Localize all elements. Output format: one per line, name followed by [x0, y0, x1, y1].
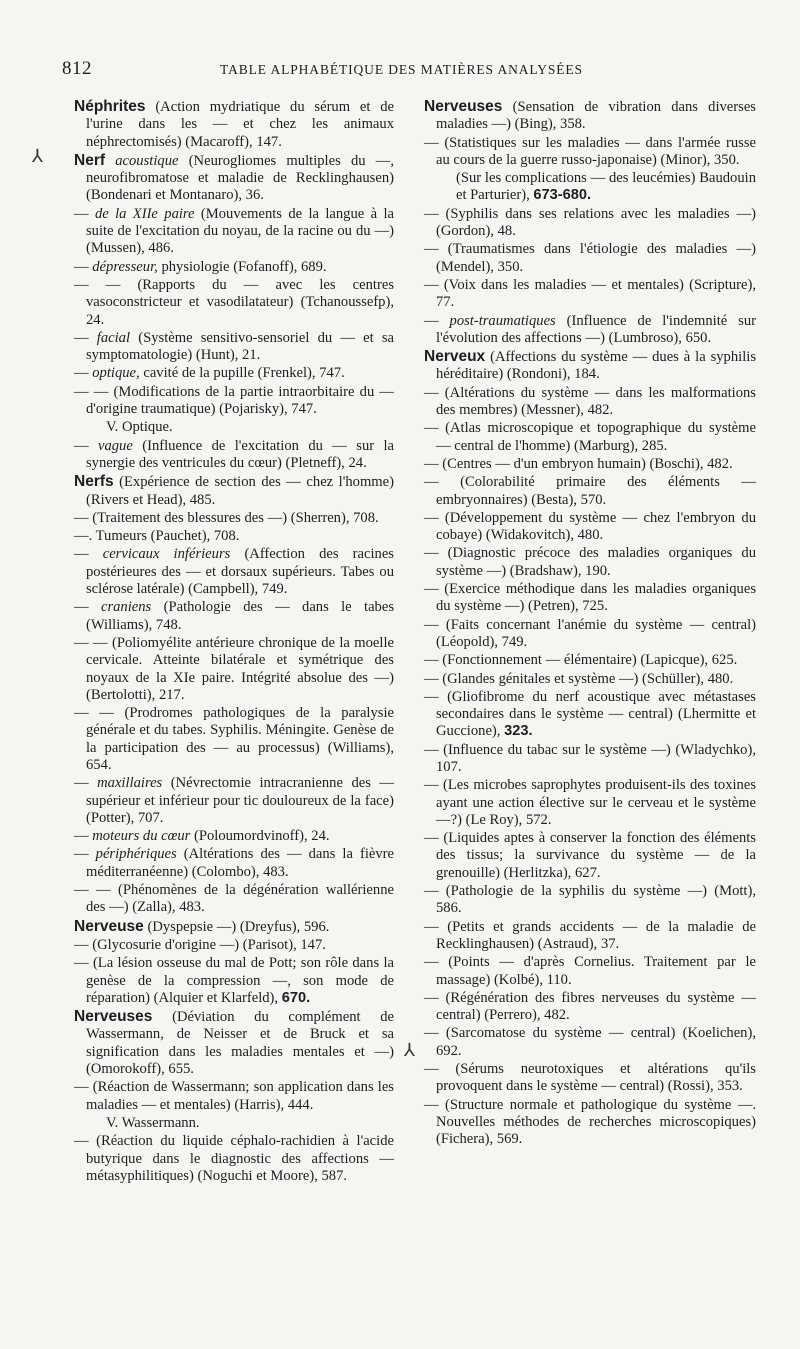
index-subentry — [74, 546, 394, 598]
entry-text: (Névrectomie intracranienne des — supérieur et inférieur pour tic douloureux de la face) (Potter), 707. — [86, 775, 394, 826]
index-heading-entry — [74, 98, 394, 151]
index-subentry — [74, 206, 394, 258]
entry-text: (Poloumordvinoff), 24. — [194, 828, 330, 845]
entry-dash: — — [424, 384, 439, 401]
entry-subject: cervicaux inférieurs — [102, 546, 231, 563]
cross-reference — [74, 1115, 394, 1132]
entry-text: (Expérience de section des — chez l'homme) (Rivers et Head), 485. — [86, 474, 394, 508]
index-subentry — [74, 259, 394, 276]
entry-dash: — — [74, 599, 89, 616]
margin-check-mark: ⅄ — [404, 1040, 415, 1060]
entry-text: (Affection des racines postérieures des — et dorsaux supérieurs. Tabes ou sclérose latérale) (Campbell), 749. — [86, 546, 394, 598]
index-subentry — [424, 883, 756, 918]
entry-dash: — — [74, 365, 89, 382]
index-subentry — [424, 671, 756, 688]
cross-reference — [74, 419, 394, 436]
index-subentry — [74, 882, 394, 917]
entry-dash: — — [424, 474, 439, 491]
entry-dash: — — [424, 883, 439, 900]
entry-dash: — — — [74, 882, 111, 899]
entry-dash: — — [74, 437, 89, 454]
entry-dash: — — [424, 581, 439, 598]
index-subentry — [424, 510, 756, 545]
index-subentry — [424, 581, 756, 616]
index-subentry — [424, 652, 756, 669]
index-heading-entry — [74, 473, 394, 509]
margin-check-mark: ⅄ — [32, 146, 43, 166]
index-subentry — [424, 742, 756, 777]
entry-subject: acoustique — [115, 152, 179, 169]
entry-dash: — — [74, 509, 89, 526]
index-heading-entry — [424, 348, 756, 384]
entry-text: (Sensation de vibration dans diverses maladies —) (Bing), 358. — [436, 99, 756, 133]
index-subentry — [74, 438, 394, 473]
entry-text: (Statistiques sur les maladies — dans l'armée russe au cours de la guerre russo-japonaise) (Minor), 350. — [436, 134, 756, 168]
index-subentry — [424, 241, 756, 276]
entry-text: (Déviation du complément de Wassermann, de Neisser et de Bruck et sa signification dans les maladies mentales et —) (Omorokoff), 655. — [86, 1009, 394, 1078]
entry-headword: Nerveux — [424, 348, 486, 366]
index-subentry — [424, 830, 756, 882]
entry-text: (Influence de l'excitation du — sur la synergie des ventricules du cœur) (Pletneff), 24. — [86, 437, 395, 471]
entry-dash: — — [74, 546, 89, 563]
entry-text: (Structure normale et pathologique du système —. Nouvelles méthodes de recherches microscopiques) (Fichera), 569. — [436, 1096, 757, 1148]
entry-text: Tumeurs (Pauchet), 708. — [95, 528, 240, 545]
entry-dash: — — [424, 741, 439, 758]
entry-subject: post-traumatiques — [449, 312, 556, 329]
entry-text: (Poliomyélite antérieure chronique de la moelle cervicale. Atteinte bilatérale et symétrique des noyaux de la XIe paire. Intégrité absolue des —) (Bertolotti), 217. — [86, 634, 395, 703]
entry-text: (Modifications de la partie intraorbitaire du — d'origine traumatique) (Pojarisky), 747. — [86, 383, 394, 418]
entry-text: (Les microbes saprophytes produisent-ils des toxines ayant une action élective sur le cerveau et le système —?) (Le Roy), 572. — [436, 777, 756, 828]
entry-dash: — — [424, 954, 439, 971]
entry-dash: — — [74, 205, 89, 222]
entry-text: (Diagnostic précoce des maladies organiques du système —) (Bradshaw), 190. — [436, 545, 756, 579]
entry-text: (Neurogliomes multiples du —, neurofibromatose et maladie de Recklinghausen) (Bondenari et Montanaro), 36. — [86, 152, 394, 204]
index-subentry — [74, 599, 394, 634]
index-subentry — [74, 1133, 394, 1185]
entry-text: (Petits et grands accidents — de la maladie de Recklinghausen) (Astraud), 37. — [436, 918, 756, 952]
entry-dash: — — [424, 670, 439, 687]
index-subentry — [74, 705, 394, 774]
index-subentry — [74, 828, 394, 845]
index-subentry — [74, 955, 394, 1007]
entry-dash: — — [424, 545, 439, 562]
entry-dash: — — — [74, 634, 108, 651]
entry-bold-page: 670. — [281, 989, 311, 1006]
entry-dash: — — [424, 509, 439, 526]
entry-headword: Nerveuse — [74, 917, 144, 935]
entry-headword: Néphrites — [74, 98, 146, 115]
index-subentry — [74, 384, 394, 419]
entry-dash: — — [424, 688, 439, 705]
entry-text: (Atlas microscopique et topographique du système — central de l'homme) (Marburg), 285. — [436, 420, 756, 454]
entry-text: (Mouvements de la langue à la suite de l'excitation du noyau, de la racine ou du —) (Mussen), 486. — [86, 205, 394, 257]
entry-dash: — — [424, 205, 439, 222]
entry-text: (Sarcomatose du système — central) (Koelichen), 692. — [436, 1025, 756, 1059]
entry-text: (Affections du système — dues à la syphilis héréditaire) (Rondoni), 184. — [436, 349, 756, 383]
index-subentry — [424, 313, 756, 348]
entry-dash: — — [74, 775, 89, 792]
entry-dash: — — [74, 828, 89, 845]
index-subentry — [424, 206, 756, 241]
index-heading-entry — [74, 918, 394, 936]
entry-subject: facial — [96, 329, 131, 346]
index-subentry — [74, 775, 394, 827]
entry-dash: — — [74, 936, 89, 953]
index-subentry — [74, 528, 394, 545]
entry-text: (Gliofibrome du nerf acoustique avec métastases secondaires dans le système — central) (Lhermitte et Guccione), — [436, 688, 756, 740]
index-subentry — [424, 954, 756, 989]
entry-dash: — — [74, 1133, 89, 1150]
entry-text: (Rapports du — avec les centres vasoconstricteur et vasodilatateur) (Tchanoussefp), 24. — [86, 276, 395, 328]
index-heading-entry — [74, 152, 394, 205]
index-subentry — [424, 385, 756, 420]
entry-headword: Nerfs — [74, 473, 114, 491]
index-subentry — [74, 365, 394, 382]
entry-dash: — — — [74, 383, 109, 400]
entry-dash: — — [424, 652, 439, 669]
index-subentry — [74, 635, 394, 704]
index-subentry — [424, 1025, 756, 1060]
entry-bold-page: 323. — [504, 723, 533, 740]
entry-text: (Traitement des blessures des —) (Sherren), 708. — [92, 509, 379, 526]
entry-dash: — — [424, 777, 439, 794]
entry-subject: maxillaires — [97, 775, 163, 792]
entry-dash: — — [74, 1079, 89, 1096]
entry-text: cavité de la pupille (Frenkel), 747. — [143, 365, 345, 382]
index-subentry — [74, 277, 394, 329]
entry-text: (Sérums neurotoxiques et altérations qu'ils provoquent dans le système — central) (Rossi), 353. — [436, 1061, 756, 1095]
entry-dash: — — — [74, 276, 121, 293]
cross-reference — [424, 170, 756, 205]
entry-dash: — — [424, 918, 439, 935]
entry-dash: — — [424, 1025, 439, 1042]
entry-subject: périphériques — [95, 846, 177, 863]
index-subentry — [74, 330, 394, 365]
entry-text: (Syphilis dans ses relations avec les maladies —) (Gordon), 48. — [436, 205, 756, 240]
entry-headword: Nerveuses — [74, 1008, 153, 1026]
index-subentry — [424, 277, 756, 312]
entry-text: (Prodromes pathologiques de la paralysie générale et du tabes. Syphilis. Méningite. Genèse de la participation des — au processus) (Williams), 654. — [86, 705, 394, 773]
entry-dash: — — [74, 846, 89, 863]
entry-text: (Influence du tabac sur le système —) (Wladychko), 107. — [436, 741, 756, 775]
index-subentry — [424, 919, 756, 954]
entry-text: (Voix dans les maladies — et mentales) (Scripture), 77. — [436, 276, 756, 311]
entry-headword: Nerveuses — [424, 98, 503, 115]
entry-dash: — — [74, 258, 89, 275]
index-subentry — [424, 135, 756, 170]
entry-dash: — — [424, 616, 439, 633]
entry-text: (Pathologie des — dans le tabes (Williams), 748. — [86, 599, 395, 633]
index-subentry — [424, 777, 756, 829]
index-subentry — [424, 545, 756, 580]
entry-text: (Altérations des — dans la fièvre méditerranéenne) (Colombo), 483. — [86, 846, 394, 880]
entry-dash: — — [424, 420, 439, 437]
entry-text: (Réaction de Wassermann; son application dans les maladies — et mentales) (Harris), 444. — [86, 1079, 394, 1113]
entry-subject: vague — [97, 437, 133, 454]
entry-text: (Action mydriatique du sérum et de l'urine dans les — et chez les animaux néphrectomisés) (Macaroff), 147. — [86, 99, 394, 150]
index-subentry — [424, 456, 756, 473]
entry-text: (Centres — d'un embryon humain) (Boschi), 482. — [442, 455, 733, 472]
entry-text: (Altérations du système — dans les malformations des membres) (Messner), 482. — [436, 384, 756, 419]
entry-text: (Points — d'après Cornelius. Traitement par le massage) (Kolbé), 110. — [436, 954, 756, 988]
entry-text: (Traumatismes dans l'étiologie des maladies —) (Mendel), 350. — [436, 241, 756, 275]
entry-dash: — — — [74, 705, 114, 722]
index-subentry — [424, 617, 756, 652]
entry-dash: — — [74, 329, 89, 346]
entry-dash: — — [424, 989, 439, 1006]
entry-bold-page: 673-680. — [533, 187, 592, 204]
index-heading-entry — [74, 1008, 394, 1078]
index-heading-entry — [424, 98, 756, 134]
entry-headword: Nerf — [74, 151, 106, 169]
index-subentry — [424, 1061, 756, 1096]
index-subentry — [424, 420, 756, 455]
entry-text: V. Wassermann. — [106, 1114, 200, 1131]
entry-dash: — — [424, 276, 439, 293]
entry-dash: — — [424, 1061, 439, 1078]
entry-text: (Développement du système — chez l'embryon du cobaye) (Widakovitch), 480. — [436, 509, 756, 544]
index-subentry — [424, 689, 756, 741]
entry-dash: — — [74, 955, 89, 972]
entry-subject: dépresseur, — [92, 258, 158, 275]
index-column-right — [424, 98, 756, 1150]
entry-text: (Sur les complications — des leucémies) Baudouin et Parturier), — [456, 170, 756, 204]
index-subentry — [74, 510, 394, 527]
entry-text: (Glandes génitales et système —) (Schüller), 480. — [442, 670, 734, 687]
entry-text: V. Optique. — [106, 419, 173, 436]
page-number: 812 — [62, 58, 92, 79]
running-header: TABLE ALPHABÉTIQUE DES MATIÈRES ANALYSÉES — [220, 62, 583, 77]
entry-dash: — — [424, 312, 439, 329]
entry-dash: — — [424, 241, 439, 258]
entry-subject: moteurs du cœur — [92, 828, 191, 845]
entry-text: (Système sensitivo-sensoriel du — et sa symptomatologie) (Hunt), 21. — [86, 329, 395, 364]
index-subentry — [424, 1097, 756, 1149]
index-subentry — [74, 846, 394, 881]
index-subentry — [74, 1079, 394, 1114]
entry-text: physiologie (Fofanoff), 689. — [161, 258, 327, 275]
entry-text: (Dyspepsie —) (Dreyfus), 596. — [147, 918, 330, 935]
entry-dash: — — [424, 134, 439, 151]
entry-subject: optique, — [92, 365, 140, 382]
entry-dash: —. — [74, 528, 93, 545]
entry-text: (Colorabilité primaire des éléments — embryonnaires) (Besta), 570. — [436, 474, 756, 508]
entry-subject: craniens — [100, 599, 152, 616]
entry-text: (Influence de l'indemnité sur l'évolution des affections —) (Lumbroso), 650. — [436, 312, 757, 346]
entry-text: (Régénération des fibres nerveuses du système — central) (Perrero), 482. — [436, 989, 756, 1024]
index-subentry — [424, 474, 756, 509]
entry-dash: — — [424, 455, 439, 472]
entry-text: (Liquides aptes à conserver la fonction des éléments des tissus; la survivance du système — de la grenouille) (Herlitzka), 627. — [436, 830, 756, 881]
entry-text: (Phénomènes de la dégénération wallérienne des —) (Zalla), 483. — [86, 882, 394, 916]
entry-text: (Exercice méthodique dans les maladies organiques du système —) (Petren), 725. — [436, 581, 756, 615]
entry-text: (Fonctionnement — élémentaire) (Lapicque), 625. — [442, 652, 738, 669]
entry-subject: de la XIIe paire — [94, 205, 195, 222]
index-subentry — [74, 937, 394, 954]
entry-text: (Glycosurie d'origine —) (Parisot), 147. — [92, 936, 326, 953]
entry-text: (La lésion osseuse du mal de Pott; son rôle dans la genèse de la compression —, son mode de réparation) (Alquier et Klarfeld), — [86, 955, 394, 1006]
entry-text: (Pathologie de la syphilis du système —) (Mott), 586. — [436, 883, 756, 917]
index-subentry — [424, 990, 756, 1025]
entry-text: (Faits concernant l'anémie du système — central) (Léopold), 749. — [436, 616, 756, 650]
entry-dash: — — [424, 1096, 439, 1113]
index-column-left — [74, 98, 394, 1186]
entry-dash: — — [424, 830, 439, 847]
entry-text: (Réaction du liquide céphalo-rachidien à l'acide butyrique dans le diagnostic des affections — métasyphilitiques) (Noguchi et Moore), 587. — [86, 1133, 394, 1184]
